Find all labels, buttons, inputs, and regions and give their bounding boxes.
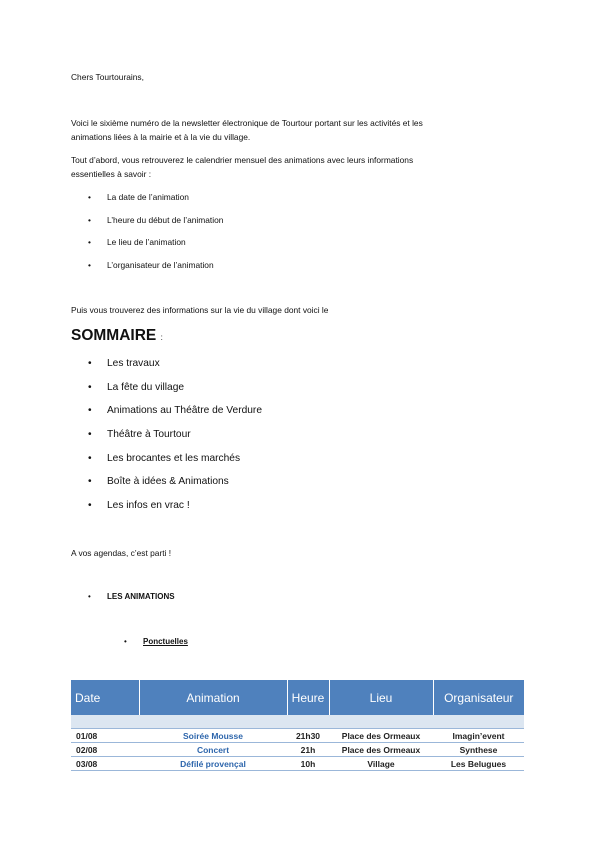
table-spacer-row [71, 715, 524, 729]
cell-animation: Défilé provençal [139, 757, 287, 771]
summary-list [88, 357, 262, 523]
cell-organisateur: Les Belugues [433, 757, 524, 771]
header-lieu: Lieu [329, 680, 433, 715]
list-item: • Le lieu de l’animation [88, 235, 223, 258]
subsection-ponctuelles-label: Ponctuelles [143, 637, 188, 646]
intro-line-2: animations liées à la mairie et à la vie du village. [71, 132, 251, 142]
summary-title [71, 326, 163, 348]
list-item: • La fête du village [88, 381, 262, 405]
cell-heure: 21h30 [287, 729, 329, 743]
cell-organisateur: Synthese [433, 743, 524, 757]
section-animations-label: LES ANIMATIONS [107, 592, 175, 601]
cell-organisateur: Imagin’event [433, 729, 524, 743]
header-organisateur: Organisateur [433, 680, 524, 715]
calendar-line-2: essentielles à savoir : [71, 169, 152, 179]
list-item: • Les brocantes et les marchés [88, 452, 262, 476]
list-item: • Les travaux [88, 357, 262, 381]
table-row [71, 743, 524, 757]
intro-line-1: Voici le sixième numéro de la newsletter électronique de Tourtour portant sur les activités et les [71, 118, 423, 128]
list-item: • Boîte à idées & Animations [88, 475, 262, 499]
village-line: Puis vous trouverez des informations sur la vie du village dont voici le [71, 305, 329, 315]
bullet-icon: • [88, 592, 91, 601]
cell-lieu: Village [329, 757, 433, 771]
subsection-ponctuelles [124, 637, 188, 646]
list-item: • Animations au Théâtre de Verdure [88, 404, 262, 428]
bullet-icon: • [124, 637, 127, 646]
summary-title-text: SOMMAIRE [71, 327, 157, 344]
cell-heure: 10h [287, 757, 329, 771]
cell-date: 02/08 [71, 743, 139, 757]
cell-animation: Concert [139, 743, 287, 757]
table-row [71, 729, 524, 743]
cell-heure: 21h [287, 743, 329, 757]
section-animations [88, 592, 175, 601]
header-date: Date [71, 680, 139, 715]
animations-table [71, 680, 524, 771]
cell-date: 03/08 [71, 757, 139, 771]
calendar-line-1: Tout d’abord, vous retrouverez le calendrier mensuel des animations avec leurs informations [71, 155, 414, 165]
greeting: Chers Tourtourains, [71, 72, 144, 82]
agenda-line: A vos agendas, c’est parti ! [71, 548, 172, 558]
cell-animation: Soirée Mousse [139, 729, 287, 743]
calendar-info-list [88, 190, 223, 280]
list-item: • L’heure du début de l’animation [88, 213, 223, 236]
summary-colon: : [160, 333, 163, 342]
cell-lieu: Place des Ormeaux [329, 729, 433, 743]
list-item: • L’organisateur de l’animation [88, 258, 223, 281]
cell-lieu: Place des Ormeaux [329, 743, 433, 757]
table-header-row [71, 680, 524, 715]
header-heure: Heure [287, 680, 329, 715]
header-animation: Animation [139, 680, 287, 715]
cell-date: 01/08 [71, 729, 139, 743]
table-row [71, 757, 524, 771]
list-item: • La date de l’animation [88, 190, 223, 213]
list-item: • Les infos en vrac ! [88, 499, 262, 523]
list-item: • Théâtre à Tourtour [88, 428, 262, 452]
